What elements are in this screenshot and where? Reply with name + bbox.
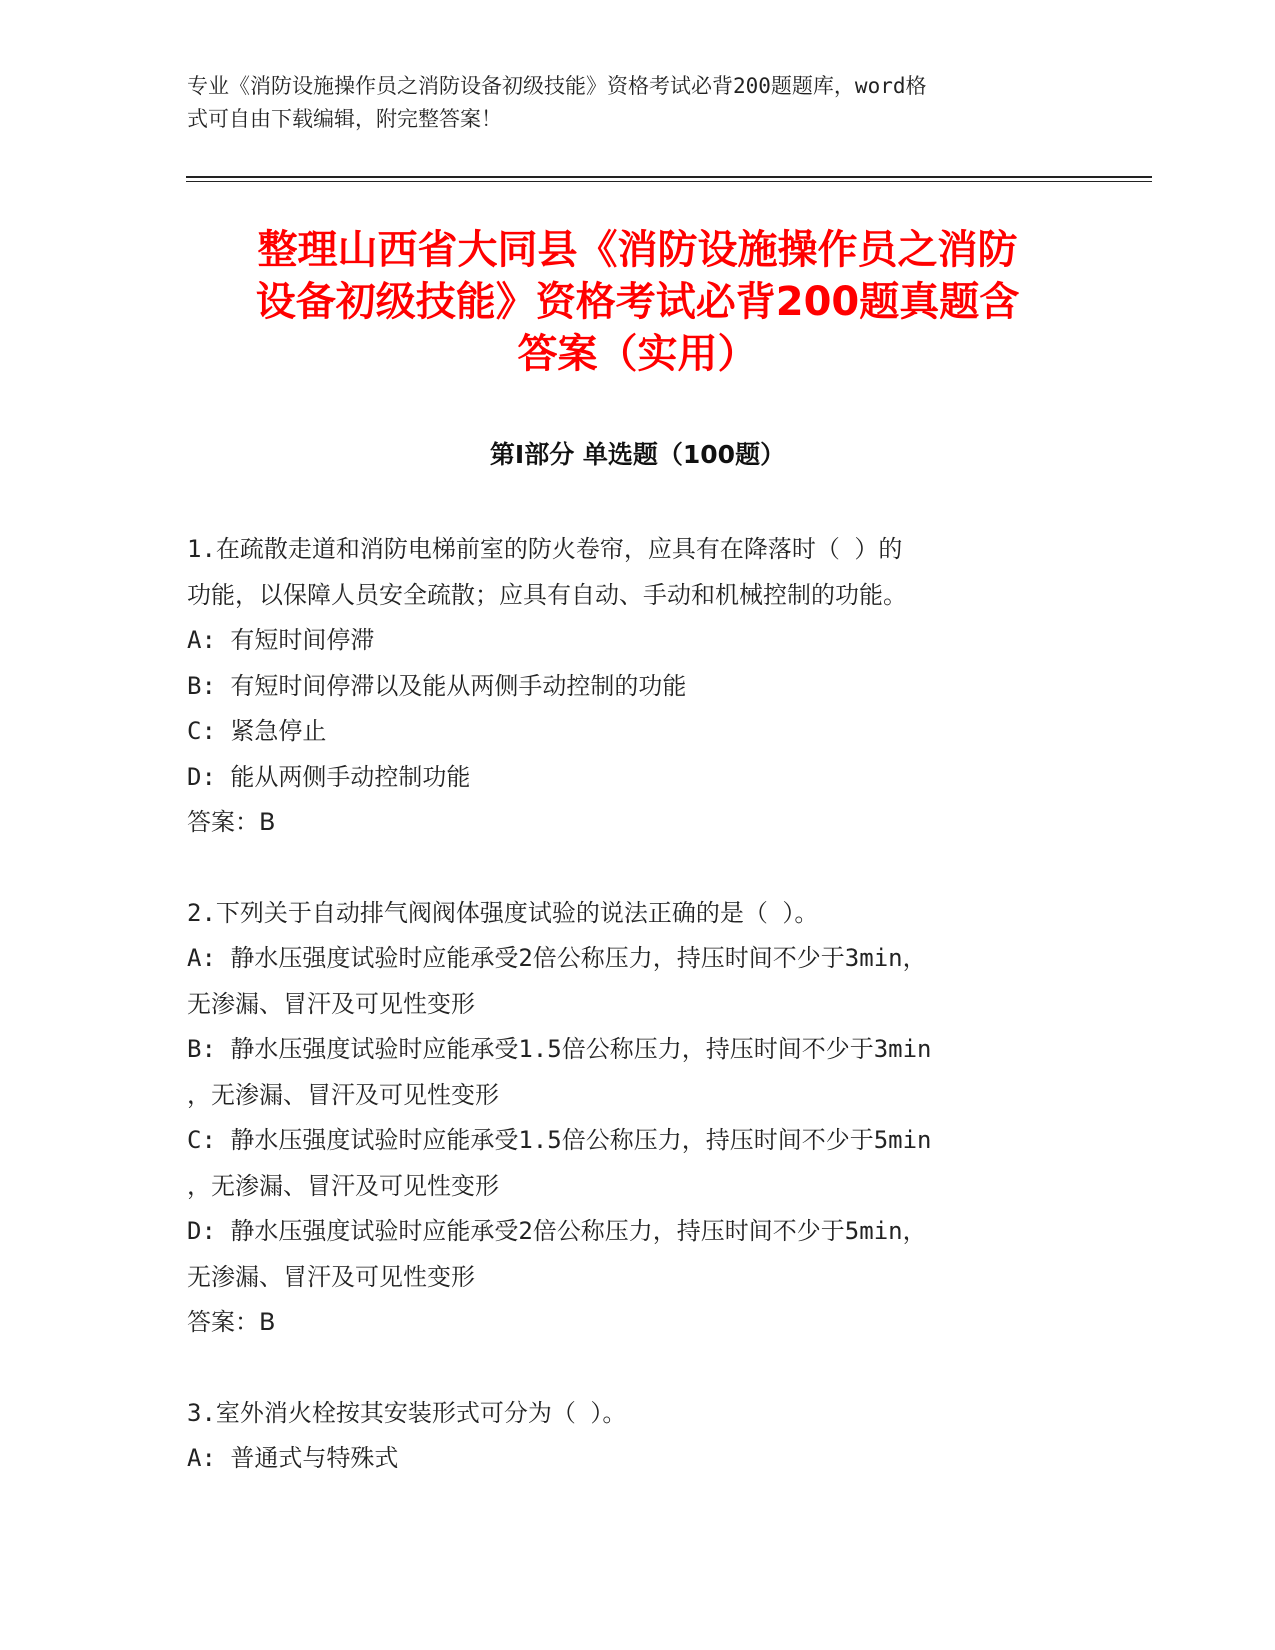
question-option: C: 静水压强度试验时应能承受1.5倍公称压力，持压时间不少于5min — [187, 1126, 932, 1154]
question-item — [187, 527, 1087, 846]
document-title-line: 整理山西省大同县《消防设施操作员之消防 — [257, 227, 1018, 273]
question-answer: 答案：B — [187, 808, 276, 836]
question-option: 无渗漏、冒汗及可见性变形 — [187, 1262, 475, 1291]
question-option: B: 有短时间停滞以及能从两侧手动控制的功能 — [187, 671, 687, 700]
header-divider-thin — [186, 181, 1152, 182]
question-stem: 3.室外消火栓按其安装形式可分为（ ）。 — [187, 1398, 627, 1427]
header-divider-thick — [186, 176, 1152, 178]
document-title-line: 设备初级技能》资格考试必背200题真题含 — [255, 279, 1020, 325]
question-option: A: 普通式与特殊式 — [187, 1444, 399, 1472]
header-note-line: 式可自由下载编辑，附完整答案！ — [187, 107, 502, 131]
question-option: A: 静水压强度试验时应能承受2倍公称压力，持压时间不少于3min， — [187, 944, 927, 972]
question-stem: 2.下列关于自动排气阀阀体强度试验的说法正确的是（ ）。 — [187, 898, 819, 927]
question-answer: 答案：B — [187, 1308, 276, 1336]
question-option: D: 能从两侧手动控制功能 — [187, 762, 471, 791]
question-option: C: 紧急停止 — [187, 717, 327, 745]
question-option: B: 静水压强度试验时应能承受1.5倍公称压力，持压时间不少于3min — [187, 1035, 932, 1063]
question-list — [187, 527, 1087, 1527]
document-title — [150, 224, 1125, 380]
question-option: ，无渗漏、冒汗及可见性变形 — [187, 1080, 499, 1109]
section-heading: 第Ⅰ部分 单选题（100题） — [489, 440, 786, 469]
question-stem: 功能，以保障人员安全疏散；应具有自动、手动和机械控制的功能。 — [187, 580, 907, 609]
header-note — [187, 70, 1067, 136]
question-stem: 1.在疏散走道和消防电梯前室的防火卷帘，应具有在降落时（ ）的 — [187, 535, 903, 563]
question-option: D: 静水压强度试验时应能承受2倍公称压力，持压时间不少于5min， — [187, 1217, 927, 1245]
question-item — [187, 1391, 1087, 1482]
document-title-line: 答案（实用） — [517, 331, 758, 377]
question-option: ，无渗漏、冒汗及可见性变形 — [187, 1171, 499, 1200]
question-option: A: 有短时间停滞 — [187, 626, 375, 654]
question-option: 无渗漏、冒汗及可见性变形 — [187, 989, 475, 1018]
header-note-line: 专业《消防设施操作员之消防设备初级技能》资格考试必背200题题库，word格 — [187, 74, 927, 98]
question-item — [187, 891, 1087, 1346]
